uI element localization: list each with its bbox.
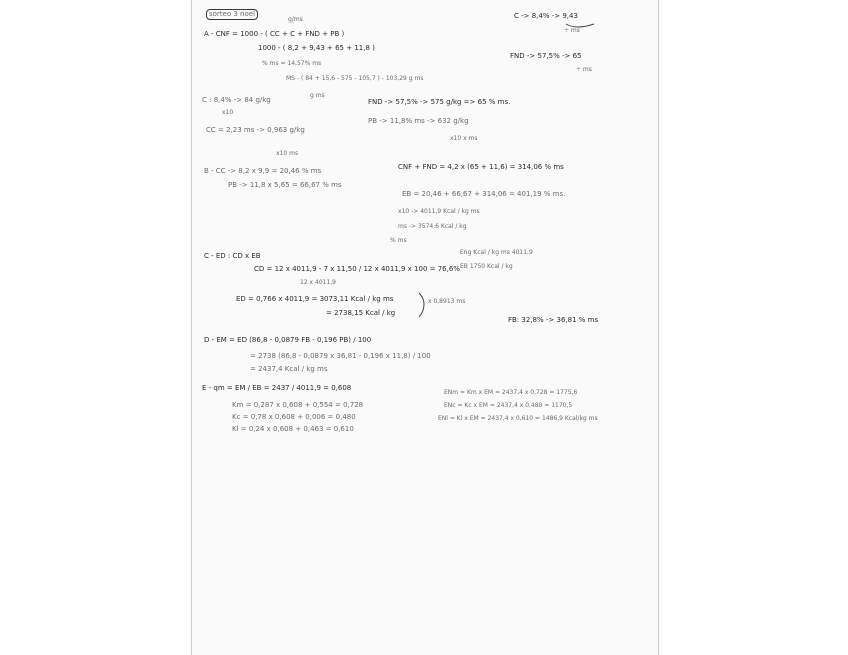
section-a-title: A - CNF = 1000 - ( CC + C + FND + PB ) — [204, 30, 345, 38]
section-d-title: D - EM = ED (86,8 - 0,0879 FB - 0,196 PB) / 100 — [204, 336, 372, 344]
section-c-note-eng: Eng Kcal / kg ms 4011,9 — [460, 249, 533, 256]
header-label: sorteo 3 noel — [206, 9, 258, 20]
section-b-pb-line: PB -> 11,8 x 5,65 = 66,67 % ms — [228, 181, 342, 189]
section-e-title: E - qm = EM / EB = 2437 / 4011,9 = 0,608 — [202, 384, 352, 392]
section-c-note-eb: EB 1750 Kcal / kg — [460, 263, 513, 270]
brace-mark — [418, 292, 426, 318]
section-e-enm: ENm = Km x EM = 2437,4 x 0,728 = 1775,6 — [444, 389, 578, 396]
c-x10: x10 — [222, 109, 234, 116]
handwritten-notes-page — [191, 0, 659, 655]
section-a-ms-line: MS - ( 84 + 15,6 - 575 - 105,7 ) - 103,29 g ms — [286, 75, 424, 82]
section-e-km: Km = 0,287 x 0,608 + 0,554 = 0,728 — [232, 401, 364, 409]
cc-note: x10 ms — [276, 150, 299, 157]
section-e-enl: ENl = Kl x EM = 2437,4 x 0,610 = 1486,9 Kcal/kg ms — [438, 415, 598, 422]
pb-note: x10 x ms — [450, 135, 478, 142]
section-e-enc: ENc = Kc x EM = 2437,4 x 0,480 = 1170,5 — [444, 402, 573, 409]
section-c-ed-tag: x 0,8913 ms — [428, 298, 466, 305]
section-b-eb-line: EB = 20,46 + 66,67 + 314,06 = 401,19 % ms. — [402, 190, 566, 198]
header-c-divisor: ÷ ms — [564, 27, 580, 34]
cc-line: CC = 2,23 ms -> 0,963 g/kg — [206, 126, 305, 134]
c-line: C : 8,4% -> 84 g/kg — [202, 96, 271, 104]
section-a-substitution: 1000 - ( 8,2 + 9,43 + 65 + 11,8 ) — [258, 44, 375, 52]
section-b-mf-tag: % ms — [390, 237, 407, 244]
section-e-kc: Kc = 0,78 x 0,608 + 0,006 = 0,480 — [232, 413, 356, 421]
section-c-ed-result: = 2738,15 Kcal / kg — [326, 309, 396, 317]
fnd-line: FND -> 57,5% -> 575 g/kg => 65 % ms. — [368, 98, 511, 106]
section-e-kl: Kl = 0,24 x 0,608 + 0,463 = 0,610 — [232, 425, 354, 433]
section-d-line2: = 2437,4 Kcal / kg ms — [250, 365, 328, 373]
section-a-result: % ms = 14,57% ms — [262, 60, 322, 67]
g-ms-tag: g/ms — [288, 16, 303, 23]
fnd-note: FND -> 57,5% -> 65 — [510, 52, 582, 60]
fnd-divisor: ÷ ms — [576, 66, 592, 73]
arrow-underline-mark — [564, 20, 598, 30]
ms-tag: g ms — [310, 92, 325, 99]
section-c-title: C - ED : CD x EB — [204, 252, 261, 260]
section-d-line1: = 2738 (86,8 - 0,0879 x 36,81 - 0,196 x 11,8) / 100 — [250, 352, 431, 360]
section-c-cd-line: CD = 12 x 4011,9 - 7 x 11,50 / 12 x 4011,9 x 100 = 76,6% — [254, 265, 460, 273]
section-b-mf-line: ms -> 3574,6 Kcal / kg — [398, 223, 467, 230]
section-c-note-fb: FB: 32,8% -> 36,81 % ms — [508, 316, 599, 324]
section-b-cc-line: B - CC -> 8,2 x 9,9 = 20,46 % ms — [204, 167, 322, 175]
section-b-cnf-line: CNF + FND = 4,2 x (65 + 11,6) = 314,06 % ms — [398, 163, 564, 171]
section-c-cd-denominator: 12 x 4011,9 — [300, 279, 336, 286]
pb-line: PB -> 11,8% ms -> 632 g/kg — [368, 117, 469, 125]
header-c-percent: C -> 8,4% -> 9,43 — [514, 12, 578, 20]
section-b-ms-line: x10 -> 4011,9 Kcal / kg ms — [398, 208, 480, 215]
section-c-ed-line: ED = 0,766 x 4011,9 = 3073,11 Kcal / kg ms — [236, 295, 394, 303]
